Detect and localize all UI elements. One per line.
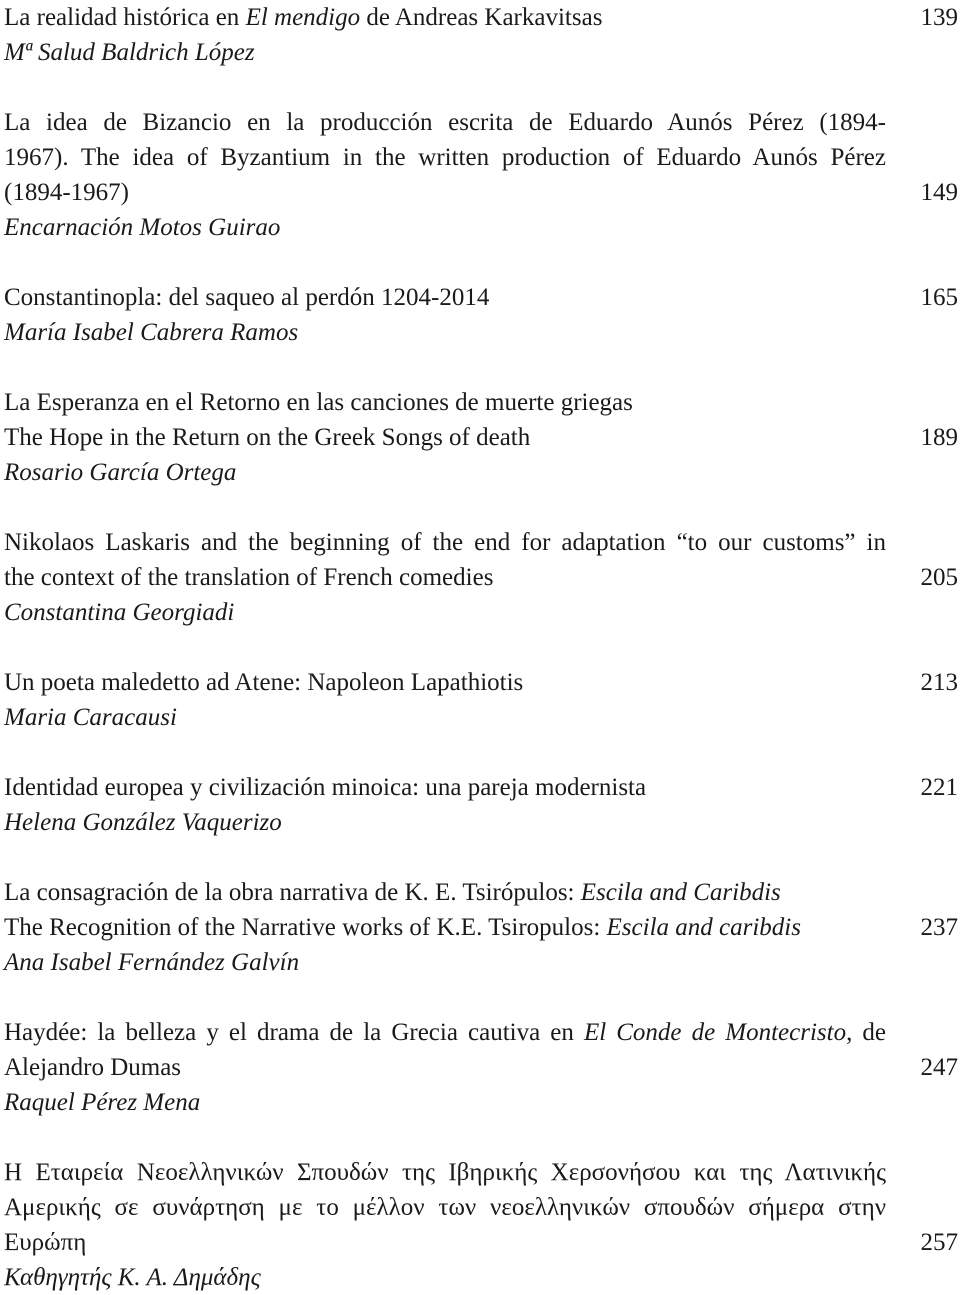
entry-author: Καθηγητής Κ. Α. Δημάδης — [4, 1264, 261, 1291]
title-text: Constantinopla: del saqueo al perdón 1204-2014 — [4, 284, 490, 311]
entry-title-line — [4, 1155, 886, 1190]
title-text: the context of the translation of French comedies — [4, 564, 494, 591]
toc-entry[interactable] — [4, 1155, 958, 1295]
page-number: 213 — [920, 669, 958, 696]
toc-entry[interactable] — [4, 875, 958, 980]
entry-title-line — [4, 1050, 894, 1085]
entry-title-line — [4, 420, 894, 455]
entry-title-line — [4, 1190, 886, 1225]
entry-title-line — [4, 1225, 894, 1260]
title-text: La realidad histórica en — [4, 4, 246, 31]
title-text: Identidad europea y civilización minoica: una pareja modernista — [4, 774, 647, 801]
title-text: de Andreas Karkavitsas — [360, 4, 603, 31]
page-number: 205 — [920, 564, 958, 591]
title-text: , de — [846, 1019, 886, 1046]
entry-author: Rosario García Ortega — [4, 459, 237, 486]
entry-title-line — [4, 875, 894, 910]
entry-title-line — [4, 175, 894, 210]
title-text: The Recognition of the Narrative works of K.E. Tsiropulos: — [4, 914, 607, 941]
title-text: 1967). The idea of Byzantium in the written production of Eduardo Aunós Pérez — [4, 144, 886, 171]
entry-title-line — [4, 560, 894, 595]
title-text: Un poeta maledetto ad Atene: Napoleon Lapathiotis — [4, 669, 524, 696]
toc-entry[interactable] — [4, 0, 958, 70]
toc-entry[interactable] — [4, 105, 958, 245]
title-text: La Esperanza en el Retorno en las canciones de muerte griegas — [4, 389, 633, 416]
page-number: 237 — [920, 914, 958, 941]
work-title: El mendigo — [245, 4, 361, 31]
page-number: 221 — [920, 774, 958, 801]
toc-entry[interactable] — [4, 770, 958, 840]
title-text: (1894-1967) — [4, 179, 129, 206]
entry-author: Constantina Georgiadi — [4, 599, 235, 626]
entry-title-line — [4, 910, 894, 945]
entry-title-line — [4, 1015, 886, 1050]
toc-entry[interactable] — [4, 280, 958, 350]
title-text: Alejandro Dumas — [4, 1054, 182, 1081]
toc-entry[interactable] — [4, 385, 958, 490]
page-number: 247 — [920, 1054, 958, 1081]
entry-title-line — [4, 385, 894, 420]
entry-title-line — [4, 525, 886, 560]
page-number: 165 — [920, 284, 958, 311]
entry-author: Maria Caracausi — [4, 704, 177, 731]
page-number: 139 — [920, 4, 958, 31]
entry-title-line — [4, 140, 886, 175]
title-text: La idea de Bizancio en la producción escrita de Eduardo Aunós Pérez (1894- — [4, 109, 886, 136]
entry-title-line — [4, 665, 894, 700]
page-number: 189 — [920, 424, 958, 451]
page-number: 149 — [920, 179, 958, 206]
title-text: Η Εταιρεία Νεοελληνικών Σπουδών της Ιβηρικής Χερσονήσου και της Λατινικής — [4, 1159, 886, 1186]
entry-author: Encarnación Motos Guirao — [4, 214, 281, 241]
title-text: Nikolaos Laskaris and the beginning of the end for adaptation “to our customs” in — [4, 529, 886, 556]
entry-author: Raquel Pérez Mena — [4, 1089, 201, 1116]
work-title: Escila and Caribdis — [580, 879, 781, 906]
entry-title-line — [4, 0, 894, 35]
title-text: The Hope in the Return on the Greek Songs of death — [4, 424, 531, 451]
entry-title-line — [4, 105, 886, 140]
toc-entry[interactable] — [4, 665, 958, 735]
title-text: Αμερικής σε συνάρτηση με το μέλλον των νεοελληνικών σπουδών σήμερα στην — [4, 1194, 886, 1221]
entry-title-line — [4, 770, 894, 805]
entry-author: Mª Salud Baldrich López — [4, 39, 255, 66]
title-text: Ευρώπη — [4, 1229, 87, 1256]
toc-entry[interactable] — [4, 1015, 958, 1120]
work-title: El Conde de Montecristo — [583, 1019, 847, 1046]
title-text: Haydée: la belleza y el drama de la Grecia cautiva en — [4, 1019, 584, 1046]
entry-title-line — [4, 280, 894, 315]
page-number: 257 — [920, 1229, 958, 1256]
work-title: Escila and caribdis — [606, 914, 801, 941]
toc-entry[interactable] — [4, 525, 958, 630]
table-of-contents — [4, 0, 958, 1293]
entry-author: Helena González Vaquerizo — [4, 809, 282, 836]
entry-author: Ana Isabel Fernández Galvín — [4, 949, 300, 976]
title-text: La consagración de la obra narrativa de K. E. Tsirópulos: — [4, 879, 581, 906]
entry-author: María Isabel Cabrera Ramos — [4, 319, 299, 346]
